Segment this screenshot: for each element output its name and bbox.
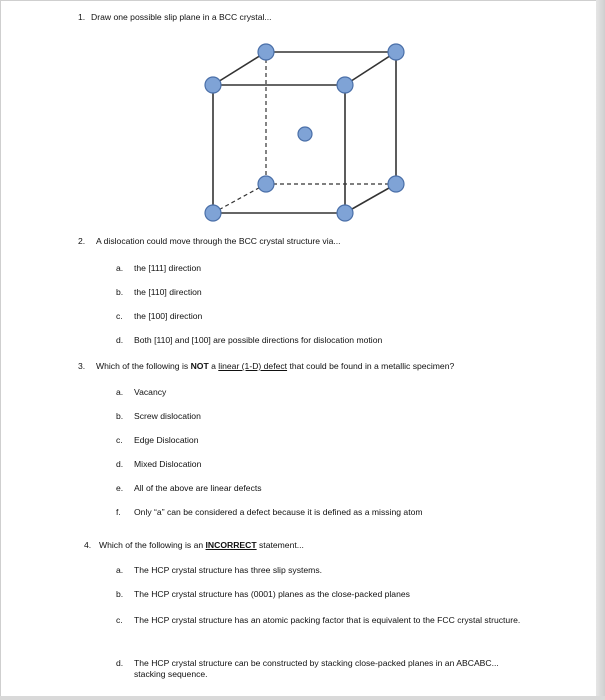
q4-option-label: d. [116,658,124,668]
atom-corner [337,205,353,221]
q2-text: A dislocation could move through the BCC crystal structure via... [96,236,341,246]
q4-option-text: The HCP crystal structure has (0001) planes as the close-packed planes [134,589,410,599]
atom-corner [388,44,404,60]
q4-option-text: The HCP crystal structure has an atomic packing factor that is equivalent to the FCC crystal structure. [134,615,521,625]
q4-text-pre: Which of the following is an [99,540,206,550]
q3-text-bold: NOT [190,361,209,371]
q4-text-post: statement... [256,540,304,550]
q3-option-text: Screw dislocation [134,411,201,421]
q3-option-text: Only “a” can be considered a defect because it is defined as a missing atom [134,507,423,517]
page-shadow-bottom [0,696,605,700]
atom-corner [337,77,353,93]
q3-option-label: f. [116,507,121,517]
atom-corner [258,176,274,192]
edge-top-right [345,52,396,85]
q4-option-label: a. [116,565,124,575]
q1-text: Draw one possible slip plane in a BCC crystal... [91,12,272,22]
q3-text-post: that could be found in a metallic specimen? [287,361,455,371]
q3-option-label: a. [116,387,124,397]
q2-option-text: the [111] direction [134,263,202,273]
q2-option-label: c. [116,311,123,321]
q3-option-text: Vacancy [134,387,167,397]
atom-corner [388,176,404,192]
q2-option-text: Both [110] and [100] are possible directions for dislocation motion [134,335,383,345]
q4-number: 4. [84,540,92,550]
atom-corner [205,77,221,93]
q3-text-mid: a [208,361,219,371]
hidden-edge-bottom-left [213,184,266,213]
atom-corner [258,44,274,60]
q2-option-label: a. [116,263,124,273]
q3-text-underlined: linear (1-D) defect [218,361,288,371]
q2-number: 2. [78,236,86,246]
q3-option-text: Mixed Dislocation [134,459,202,469]
q4-option-text: The HCP crystal structure has three slip systems. [134,565,323,575]
edge-bottom-right [345,184,396,213]
q3-option-text: Edge Dislocation [134,435,199,445]
atom-corner [205,205,221,221]
q3-option-label: e. [116,483,124,493]
q4-text [99,540,304,551]
q4-text-bold-underlined: INCORRECT [205,540,257,550]
edge-top-left [213,52,266,85]
q2-option-label: d. [116,335,124,345]
q2-option-text: the [110] direction [134,287,202,297]
q4-option-text: The HCP crystal structure can be constructed by stacking close-packed planes in an ABCABC... stacking sequence. [134,658,499,679]
q3-text-pre: Which of the following is [96,361,191,371]
atom-body-center [298,127,312,141]
q3-option-label: b. [116,411,124,421]
q3-number: 3. [78,361,86,371]
q2-option-text: the [100] direction [134,311,203,321]
q4-option-label: b. [116,589,124,599]
q1-number: 1. [78,12,86,22]
q3-option-label: c. [116,435,123,445]
q3-option-label: d. [116,459,124,469]
q4-option-label: c. [116,615,123,625]
q3-option-text: All of the above are linear defects [134,483,262,493]
q3-text [96,361,454,372]
q2-option-label: b. [116,287,124,297]
bcc-unit-cell-figure [0,0,605,240]
